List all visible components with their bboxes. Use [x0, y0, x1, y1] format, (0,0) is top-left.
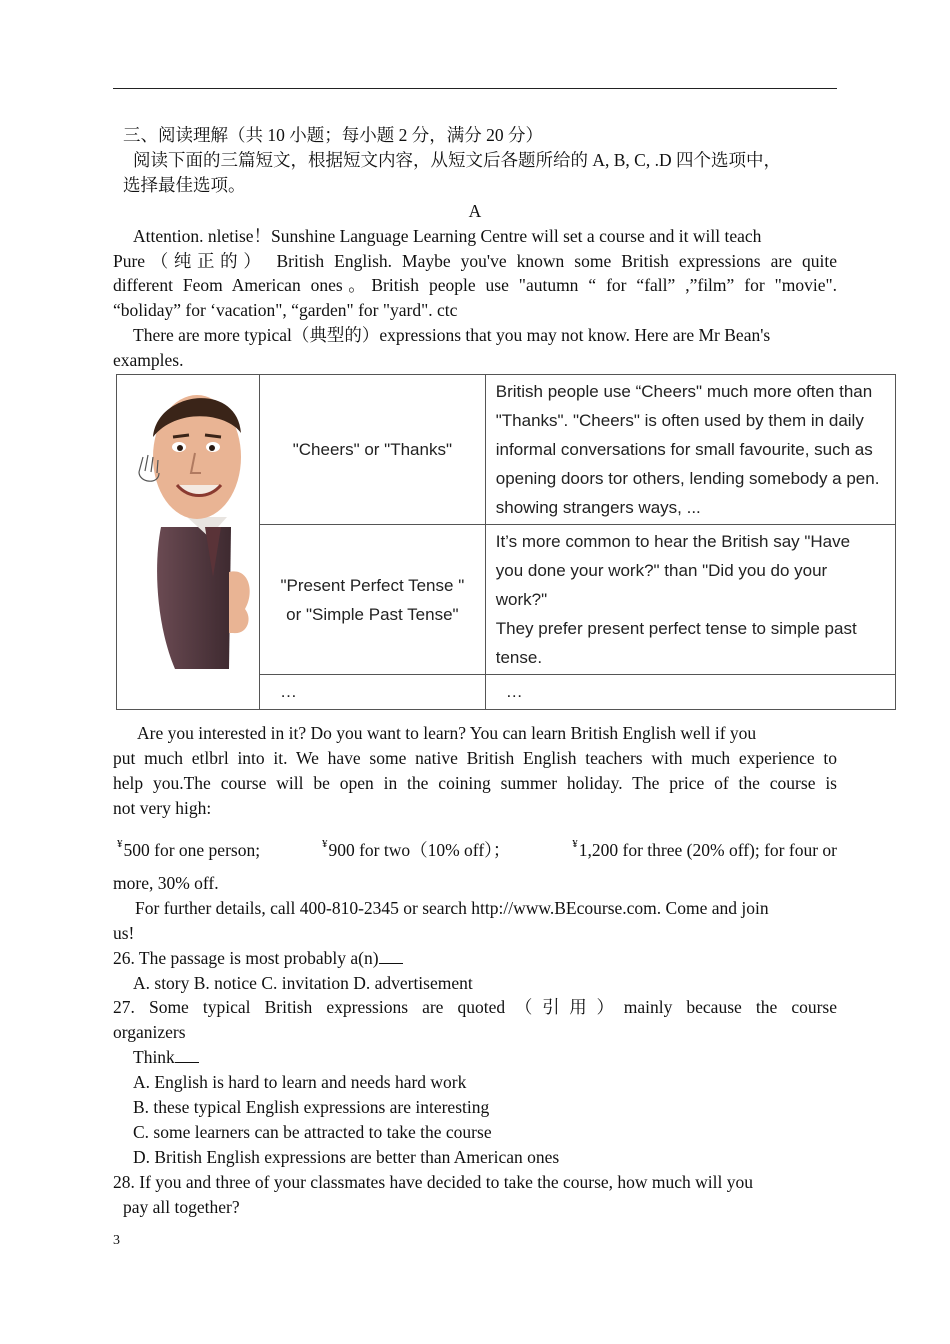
left-pupil [177, 445, 183, 451]
header-rule [113, 88, 837, 89]
explanation-line: informal conversations for small favourite, such as [495, 440, 873, 459]
yen-symbol: ¥ [572, 838, 578, 850]
explanation-line: you done your work?" than "Did you do your [495, 561, 828, 580]
right-pupil [209, 445, 215, 451]
passage-line: more, 30% off. [113, 873, 219, 893]
question-27-option: C. some learners can be attracted to take the course [133, 1122, 492, 1142]
section-heading: 三、阅读理解（共 10 小题；每小题 2 分，满分 20 分） [123, 125, 543, 145]
term-text: "Cheers" or "Thanks" [292, 440, 452, 459]
explanation-line: "Thanks". "Cheers" is often used by them in daily [495, 411, 864, 430]
price-three: ¥1,200 for three (20% off); for four or [572, 838, 837, 860]
passage-line: “boliday” for ‘vacation", “garden" for "yard". ctc [113, 300, 458, 320]
passage-line: examples. [113, 350, 184, 370]
mr-bean-illustration [117, 375, 260, 710]
explanation-line: work?" [495, 590, 548, 609]
mr-bean-image [117, 377, 259, 703]
question-27-stem: 27. Some typical British expressions are quoted（引用）mainly because the course [113, 997, 837, 1017]
suit-shape [157, 527, 231, 669]
passage-line: For further details, call 400-810-2345 or search http://www.BEcourse.com. Come and join [135, 898, 769, 918]
yen-symbol: ¥ [117, 838, 123, 850]
price-one: ¥500 for one person; [117, 838, 261, 860]
explanation-line: British people use “Cheers" much more often than [495, 382, 873, 401]
question-26-options: A. story B. notice C. invitation D. advertisement [133, 973, 473, 993]
instructions-line-2: 选择最佳选项。 [123, 175, 246, 195]
question-27-stem: organizers [113, 1022, 186, 1042]
passage-line: Are you interested in it? Do you want to learn? You can learn British English well if you [137, 723, 757, 743]
hand-right [229, 571, 250, 633]
term-text: or "Simple Past Tense" [286, 604, 459, 624]
question-28-stem: 28. If you and three of your classmates have decided to take the course, how much will you [113, 1172, 754, 1192]
passage-line: Attention. nletise！Sunshine Language Learning Centre will set a course and it will teach [133, 226, 762, 246]
table-explanation-cell [485, 525, 895, 675]
answer-blank [175, 1046, 199, 1063]
table-ellipsis-cell: … [485, 675, 895, 710]
explanation-line: opening doors tor others, lending somebody a pen. [495, 469, 880, 488]
question-28-stem: pay all together? [123, 1197, 240, 1217]
passage-line: help you.The course will be open in the coining summer holiday. The price of the course is [113, 773, 837, 793]
price-two: ¥900 for two（10% off）； [321, 838, 511, 860]
price-line [117, 832, 837, 863]
question-27-option: A. English is hard to learn and needs hard work [133, 1072, 467, 1092]
passage-line: There are more typical（典型的）expressions that you may not know. Here are Mr Bean's [133, 325, 771, 345]
expressions-table [116, 374, 896, 710]
answer-blank [379, 947, 403, 964]
explanation-line: tense. [495, 648, 543, 667]
passage-line: different Feom American ones。British people use "autumn “ for “fall” ,”film” for "movie". [113, 275, 837, 295]
instructions-line-1: 阅读下面的三篇短文，根据短文内容，从短文后各题所给的 A, B, C, .D 四个选项中， [133, 150, 781, 170]
table-term-cell [260, 525, 486, 675]
question-27-option: D. British English expressions are better than American ones [133, 1147, 560, 1167]
question-27-stem: Think [133, 1045, 857, 1070]
table-row [117, 375, 896, 525]
explanation-line: showing strangers ways, ... [495, 498, 701, 517]
explanation-line: It’s more common to hear the British say "Have [495, 532, 851, 551]
page-number: 3 [113, 1233, 120, 1248]
yen-symbol: ¥ [321, 838, 328, 850]
passage-line: Pure（纯正的） British English. Maybe you've known some British expressions are quite [113, 251, 837, 271]
passage-label: A [468, 201, 482, 221]
passage-line: put much etlbrl into it. We have some native British English teachers with much experience to [113, 748, 837, 768]
explanation-line: They prefer present perfect tense to simple past [495, 619, 857, 638]
passage-line: not very high: [113, 798, 212, 818]
table-ellipsis-cell: … [260, 675, 486, 710]
table-term-cell [260, 375, 486, 525]
passage-line: us! [113, 923, 135, 943]
question-26: 26. The passage is most probably a(n) [113, 946, 837, 971]
table-explanation-cell [485, 375, 895, 525]
question-27-option: B. these typical English expressions are interesting [133, 1097, 490, 1117]
term-text: "Present Perfect Tense " [280, 575, 465, 595]
